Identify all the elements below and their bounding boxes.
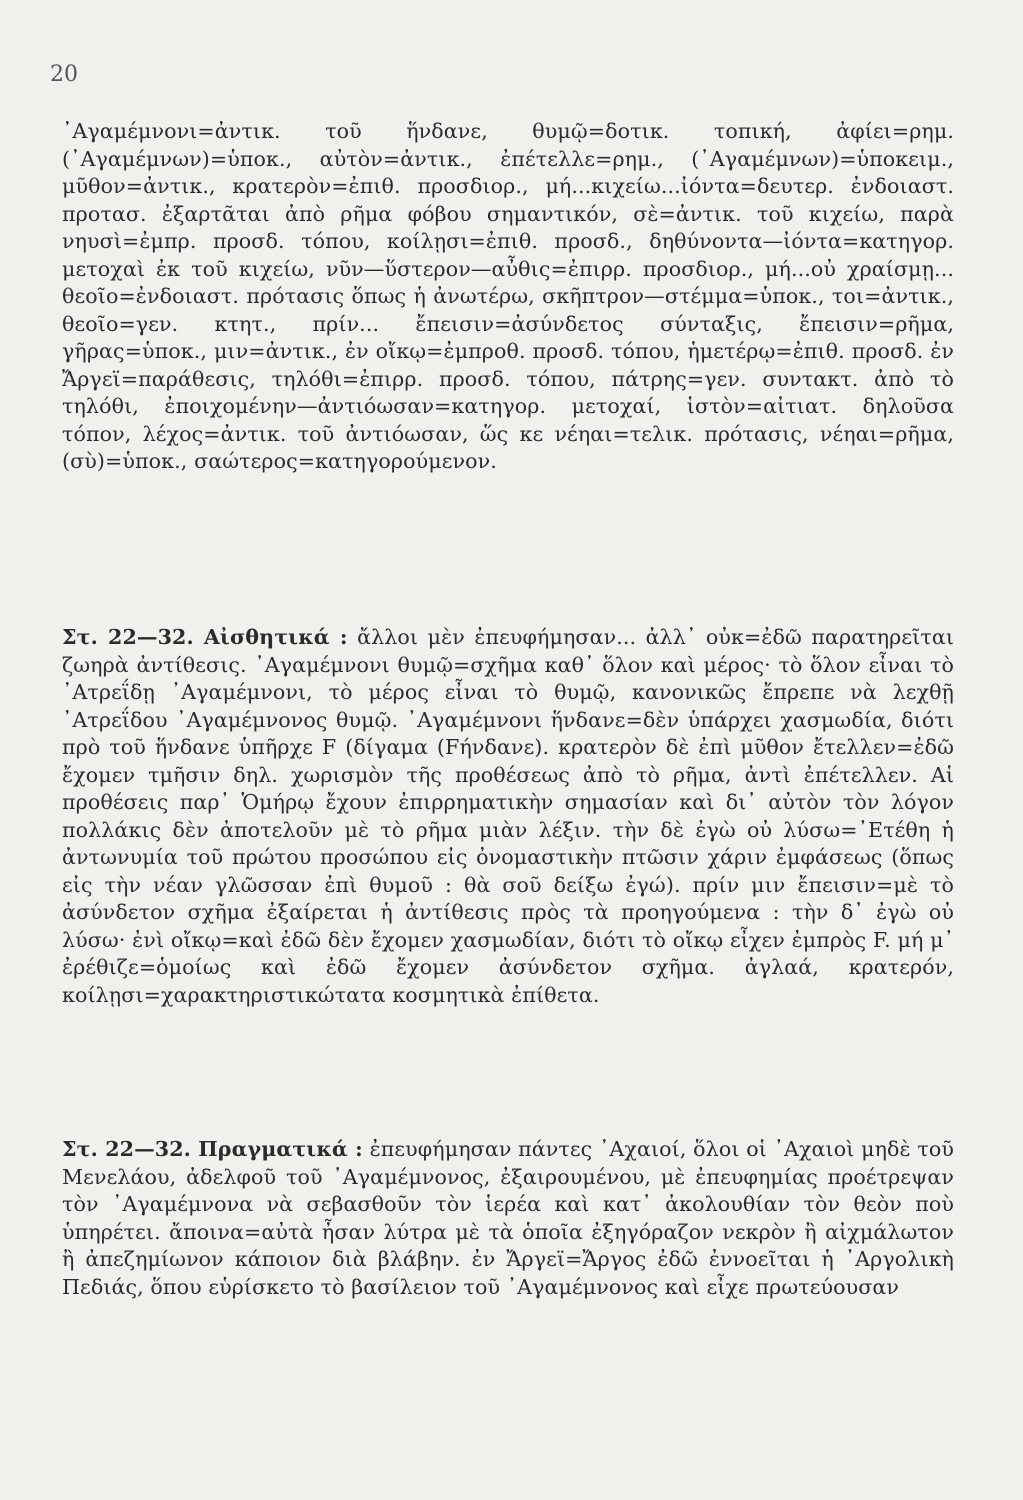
page-number: 20 <box>50 62 78 87</box>
paragraph-heading: Στ. 22—32. Πραγματικά : <box>62 1137 363 1161</box>
paragraph-factual <box>62 1136 954 1301</box>
paragraph-text: ᾿Αγαμέμνονι=ἀντικ. τοῦ ἥνδανε, θυμῷ=δοτικ. τοπική, ἀφίει=ρημ. (᾿Αγαμέμνων)=ὑποκ., αὐτὸν=ἀντικ., ἐπέτελλε=ρημ., (᾿Αγαμέμνων)=ὑποκειμ., μῦθον=ἀντικ., κρατερὸν=ἐπιθ. προσδιορ., μή...κιχείω...ἰόντα=δευτερ. ἐνδοιαστ. προτασ. ἐξαρτᾶται ἀπὸ ρῆμα φόβου σημαντικόν, σὲ=ἀντικ. τοῦ κιχείω, παρὰ νηυσὶ=ἐμπρ. προσδ. τόπου, κοίλῃσι=ἐπιθ. προσδ., δηθύνοντα—ἰόντα=κατηγορ. μετοχαὶ ἐκ τοῦ κιχείω, νῦν—ὕστερον—αὖθις=ἐπιρρ. προσδιορ., μή...οὐ χραίσμῃ... θεοῖο=ἐνδοιαστ. πρότασις ὅπως ἡ ἀνωτέρω, σκῆπτρον—στέμμα=ὑποκ., τοι=ἀντικ., θεοῖο=γεν. κτητ., πρίν... ἔπεισιν=ἀσύνδετος σύνταξις, ἔπεισιν=ρῆμα, γῆρας=ὑποκ., μιν=ἀντικ., ἐν οἴκῳ=ἐμπροθ. προσδ. τόπου, ἡμετέρῳ=ἐπιθ. προσδ. ἐν Ἄργεϊ=παράθεσις, τηλόθι=ἐπιρρ. προσδ. τόπου, πάτρης=γεν. συντακτ. ἀπὸ τὸ τηλόθι, ἐποιχομένην—ἀντιόωσαν=κατηγορ. μετοχαί, ἱστὸν=αἰτιατ. δηλοῦσα τόπον, λέχος=ἀντικ. τοῦ ἀντιόωσαν, ὥς κε νέηαι=τελικ. πρότασις, νέηαι=ρῆμα, (σὺ)=ὑποκ., σαώτερος=κατηγορούμενον. <box>62 119 954 473</box>
paragraph-syntax <box>62 118 954 476</box>
paragraph-aesthetics <box>62 624 954 1009</box>
paragraph-text: ἐπευφήμησαν πάντες ᾿Αχαιοί, ὅλοι οἱ ᾿Αχαιοὶ μηδὲ τοῦ Μενελάου, ἀδελφοῦ τοῦ ᾿Αγαμέμνονος, ἐξαιρουμένου, μὲ ἐπευφημίας προέτρεψαν τὸν ᾿Αγαμέμνονα νὰ σεβασθοῦν τὸν ἱερέα καὶ κατ᾿ ἀκολουθίαν τὸν θεὸν ποὺ ὑπηρέτει. ἄποινα=αὐτὰ ἦσαν λύτρα μὲ τὰ ὁποῖα ἐξηγόραζον νεκρὸν ἢ αἰχμάλωτον ἢ ἀπεζημίωνον κάποιον διὰ βλάβην. ἐν Ἄργεϊ=Ἄργος ἐδῶ ἐννοεῖται ἡ ᾿Αργολικὴ Πεδιάς, ὅπου εὑρίσκετο τὸ βασίλειον τοῦ ᾿Αγαμέμνονος καὶ εἶχε πρωτεύουσαν <box>62 1137 954 1299</box>
paragraph-text: ἄλλοι μὲν ἐπευφήμησαν... ἀλλ᾿ οὐκ=ἐδῶ παρατηρεῖται ζωηρὰ ἀντίθεσις. ᾿Αγαμέμνονι θυμῷ=σχῆμα καθ᾿ ὅλον καὶ μέρος· τὸ ὅλον εἶναι τὸ ᾿Ατρεΐδῃ ᾿Αγαμέμνονι, τὸ μέρος εἶναι τὸ θυμῷ, κανονικῶς ἔπρεπε νὰ λεχθῇ ᾿Ατρεΐδου ᾿Αγαμέμνονος θυμῷ. ᾿Αγαμέμνονι ἥνδανε=δὲν ὑπάρχει χασμωδία, διότι πρὸ τοῦ ἥνδανε ὑπῆρχε F (δίγαμα (Fήνδανε). κρατερὸν δὲ ἐπὶ μῦθον ἔτελλεν=ἐδῶ ἔχομεν τμῆσιν δηλ. χωρισμὸν τῆς προθέσεως ἀπὸ τὸ ρῆμα, ἀντὶ ἐπέτελλεν. Αἱ προθέσεις παρ᾿ Ὁμήρῳ ἔχουν ἐπιρρηματικὴν σημασίαν καὶ δι᾿ αὐτὸν τὸν λόγον πολλάκις δὲν ἀποτελοῦν μὲ τὸ ρῆμα μιὰν λέξιν. τὴν δὲ ἐγὼ οὐ λύσω=᾿Ετέθη ἡ ἀντωνυμία τοῦ πρώτου προσώπου εἰς ὀνομαστικὴν πτῶσιν χάριν ἐμφάσεως (ὅπως εἰς τὴν νέαν γλῶσσαν ἐπὶ θυμοῦ : θὰ σοῦ δείξω ἐγώ). πρίν μιν ἔπεισιν=μὲ τὸ ἀσύνδετον σχῆμα ἐξαίρεται ἡ ἀντίθεσις πρὸς τὰ προηγούμενα : τὴν δ᾿ ἐγὼ οὐ λύσω· ἐνὶ οἴκῳ=καὶ ἐδῶ δὲν ἔχομεν χασμωδίαν, διότι τὸ οἴκῳ εἶχεν ἐμπρὸς F. μή μ᾿ ἐρέθιζε=ὁμοίως καὶ ἐδῶ ἔχομεν ἀσύνδετον σχῆμα. ἀγλαά, κρατερόν, κοίλῃσι=χαρακτηριστικώτατα κοσμητικὰ ἐπίθετα. <box>62 625 954 1007</box>
paragraph-heading: Στ. 22—32. Αἰσθητικά : <box>62 625 348 649</box>
